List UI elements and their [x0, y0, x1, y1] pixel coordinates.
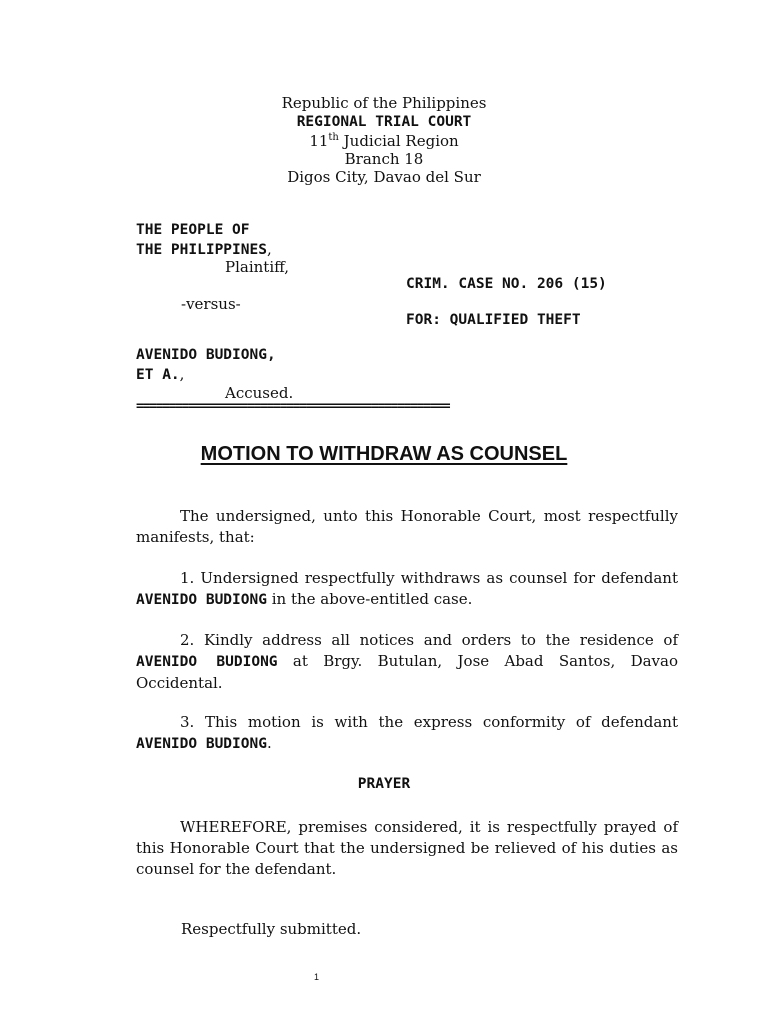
item-3-text-before: This motion is with the express conformity of defendant	[194, 713, 678, 731]
prayer-heading: PRAYER	[357, 776, 411, 792]
accused-name-line2-text: ET A.	[136, 367, 180, 383]
item-3-number: 3.	[180, 713, 195, 731]
page-number: 1	[314, 972, 320, 982]
item-3-text-after: .	[266, 734, 272, 752]
header-branch: Branch 18	[344, 150, 424, 168]
item-1-defendant-name: AVENIDO BUDIONG	[136, 592, 267, 608]
intro-text: The undersigned, unto this Honorable Court, most respectfully manifests, that:	[136, 507, 678, 546]
accused-name-line2	[136, 365, 184, 383]
header-region-sup: th	[328, 132, 339, 143]
item-1-text-before: Undersigned respectfully withdraws as counsel for defendant	[194, 569, 678, 587]
item-1-text-after: in the above-entitled case.	[266, 590, 473, 608]
header-region-num: 11	[309, 132, 329, 150]
prayer-paragraph	[136, 817, 678, 880]
item-2-text-before: Kindly address all notices and orders to the residence of	[194, 631, 678, 649]
caption-separator: ================================================	[136, 399, 450, 414]
header-region	[0, 132, 768, 150]
item-1-number: 1.	[180, 569, 195, 587]
plaintiff-name-line2-text: THE PHILIPPINES	[136, 242, 267, 258]
item-3-defendant-name: AVENIDO BUDIONG	[136, 736, 267, 752]
header-court: REGIONAL TRIAL COURT	[296, 114, 472, 130]
case-number: CRIM. CASE NO. 206 (15)	[406, 276, 607, 292]
item-2-text-after: at Brgy. Butulan, Jose Abad Santos, Davao Occidental.	[136, 652, 679, 692]
list-item-2	[136, 630, 678, 694]
case-offense: FOR: QUALIFIED THEFT	[406, 312, 581, 328]
accused-label: Accused.	[225, 384, 294, 402]
plaintiff-label: Plaintiff,	[225, 258, 290, 276]
item-2-number: 2.	[180, 631, 195, 649]
versus-label: -versus-	[181, 295, 241, 313]
item-2-defendant-name: AVENIDO BUDIONG	[136, 654, 278, 670]
accused-name-line1: AVENIDO BUDIONG,	[136, 347, 276, 363]
header-republic: Republic of the Philippines	[281, 94, 487, 112]
intro-paragraph	[136, 506, 678, 548]
header-region-rest: Judicial Region	[338, 132, 459, 150]
closing-text: Respectfully submitted.	[181, 920, 362, 938]
list-item-3	[136, 712, 678, 755]
plaintiff-comma: ,	[266, 240, 272, 258]
plaintiff-name-line1: THE PEOPLE OF	[136, 222, 250, 238]
list-item-1	[136, 568, 678, 611]
prayer-text: WHEREFORE, premises considered, it is respectfully prayed of this Honorable Court that the undersigned be relieved of his duties as counsel for the defendant.	[136, 818, 678, 878]
header-city: Digos City, Davao del Sur	[287, 168, 481, 186]
plaintiff-name-line2	[136, 240, 272, 258]
accused-comma: ,	[179, 365, 185, 383]
motion-title: MOTION TO WITHDRAW AS COUNSEL	[200, 443, 568, 465]
